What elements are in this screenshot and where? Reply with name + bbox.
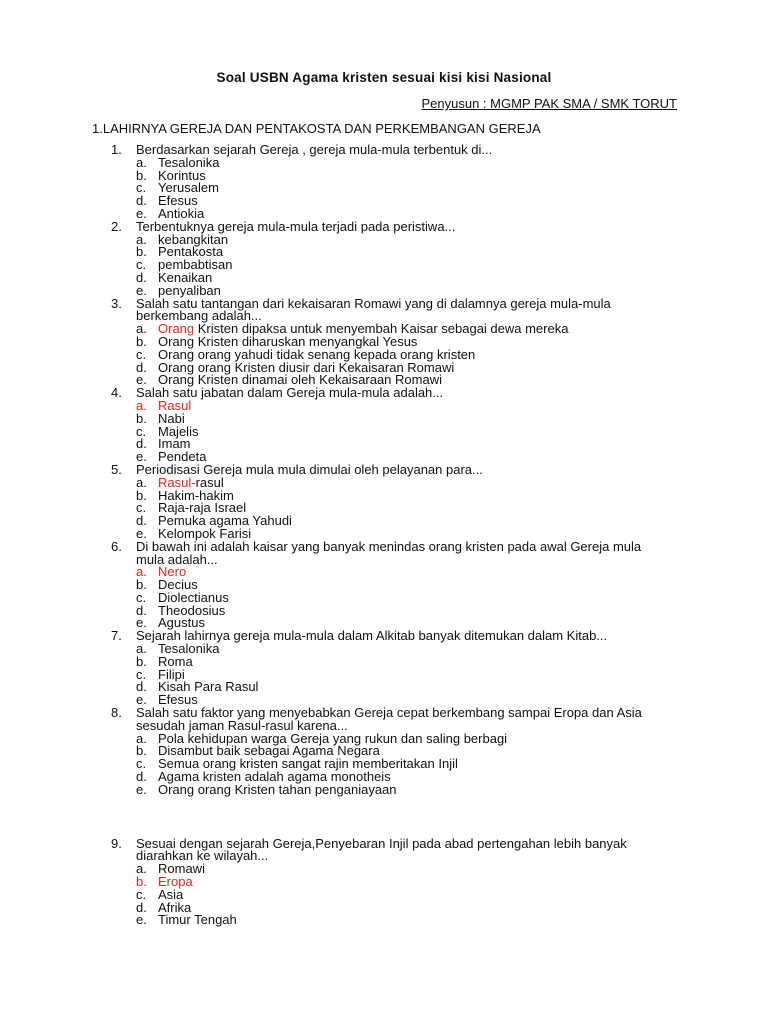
- question-text: Salah satu jabatan dalam Gereja mula-mula adalah...: [136, 385, 444, 401]
- answer-option: [0, 899, 768, 915]
- answer-option: [0, 438, 768, 451]
- answer-option: [0, 515, 768, 528]
- option-letter: a.: [136, 564, 147, 580]
- question-text: Sesuai dengan sejarah Gereja,Penyebaran Injil pada abad pertengahan lebih banyak: [136, 835, 627, 851]
- question-item: [0, 707, 768, 797]
- option-text: Filipi: [158, 666, 185, 682]
- option-letter: e.: [136, 205, 147, 221]
- option-text: Antiokia: [158, 205, 205, 221]
- option-letter: d.: [136, 269, 147, 285]
- option-text: penyaliban: [158, 282, 221, 298]
- answer-option: [0, 653, 768, 669]
- question-text-line: [0, 850, 768, 863]
- option-text: Semua orang kristen sangat rajin memberitakan Injil: [158, 756, 458, 772]
- option-text: Orang Kristen dinamai oleh Kekaisaraan Romawi: [158, 372, 442, 388]
- question-text: Berdasarkan sejarah Gereja , gereja mula-mula terbentuk di...: [136, 142, 493, 157]
- option-letter: d.: [136, 193, 147, 209]
- question-number: 6.: [111, 538, 122, 554]
- answer-option: [0, 154, 768, 170]
- option-letter: a.: [136, 231, 147, 247]
- answer-option: [0, 666, 768, 682]
- option-letter: a.: [136, 154, 147, 170]
- question-number: 3.: [111, 295, 122, 311]
- option-text: kebangkitan: [158, 231, 229, 247]
- option-letter: c.: [136, 886, 147, 902]
- answer-option: [0, 231, 768, 247]
- option-letter: e.: [136, 692, 147, 708]
- option-letter: e.: [136, 781, 147, 797]
- option-letter: b.: [136, 244, 147, 260]
- option-text: Kelompok Farisi: [158, 525, 252, 541]
- option-text: Korintus: [158, 167, 206, 183]
- option-text: Tesalonika: [158, 641, 220, 657]
- page-title: Soal USBN Agama kristen sesuai kisi kisi Nasional: [216, 70, 552, 85]
- option-text: Kristen dipaksa untuk menyembah Kaisar sebagai dewa mereka: [194, 321, 569, 337]
- option-text: Hakim-hakim: [158, 487, 234, 503]
- question-text: diarahkan ke wilayah...: [136, 848, 269, 864]
- option-text: Raja-raja Israel: [158, 500, 247, 516]
- option-text: Decius: [158, 577, 198, 593]
- option-text: Orang Kristen diharuskan menyangkal Yesus: [158, 333, 418, 349]
- option-letter: e.: [136, 372, 147, 388]
- question-number: 4.: [111, 385, 122, 401]
- answer-key-highlight: Nero: [158, 564, 187, 580]
- question-item: [0, 218, 768, 298]
- question-text-line: [0, 387, 768, 400]
- answer-option: [0, 269, 768, 285]
- answer-option: [0, 589, 768, 605]
- answer-option: [0, 730, 768, 746]
- option-letter: e.: [136, 449, 147, 465]
- option-letter: a.: [136, 474, 147, 490]
- option-letter: d.: [136, 899, 147, 915]
- question-text: sesudah jaman Rasul-rasul karena...: [136, 717, 348, 733]
- option-letter: b.: [136, 410, 147, 426]
- option-letter: b.: [136, 333, 147, 349]
- answer-option: [0, 886, 768, 902]
- answer-option: [0, 781, 768, 797]
- option-text: Efesus: [158, 692, 198, 708]
- option-letter: c.: [136, 423, 147, 439]
- answer-option: [0, 681, 768, 694]
- option-letter: a.: [136, 397, 147, 413]
- option-letter: a.: [136, 861, 147, 877]
- option-text: Agama kristen adalah agama monotheis: [158, 769, 391, 785]
- question-item: [0, 295, 768, 388]
- option-letter: e.: [136, 282, 147, 298]
- option-text: Orang orang Kristen diusir dari Kekaisaran Romawi: [158, 359, 455, 375]
- answer-key-highlight: Eropa: [158, 874, 193, 890]
- question-text-line: [0, 835, 768, 851]
- option-text: Kisah Para Rasul: [158, 679, 259, 695]
- question-item: [0, 144, 768, 221]
- question-text-line: [0, 630, 768, 643]
- question-item: [0, 630, 768, 707]
- option-text: Imam: [158, 436, 191, 452]
- option-text: pembabtisan: [158, 257, 233, 273]
- question-text: mula adalah...: [136, 551, 218, 567]
- option-text: Efesus: [158, 193, 198, 209]
- answer-option: [0, 602, 768, 618]
- option-letter: a.: [136, 730, 147, 746]
- option-text: Tesalonika: [158, 154, 220, 170]
- option-letter: c.: [136, 500, 147, 516]
- answer-option: [0, 487, 768, 503]
- question-text: Salah satu tantangan dari kekaisaran Romawi yang di dalamnya gereja mula-mula: [136, 295, 611, 311]
- question-item: [0, 461, 768, 541]
- question-number: 5.: [111, 461, 122, 477]
- option-text: Kenaikan: [158, 269, 213, 285]
- answer-option: [0, 914, 768, 927]
- answer-option: [0, 876, 768, 889]
- option-text: Timur Tengah: [158, 912, 237, 928]
- answer-option: [0, 167, 768, 183]
- question-text-line: [0, 461, 768, 477]
- question-number: 1.: [111, 142, 122, 157]
- answer-option: [0, 566, 768, 579]
- question-number: 8.: [111, 705, 122, 721]
- answer-option: [0, 474, 768, 490]
- answer-key-highlight: Rasul-: [158, 474, 196, 490]
- question-text: Periodisasi Gereja mula mula dimulai oleh pelayanan para...: [136, 461, 483, 477]
- answer-option: [0, 182, 768, 195]
- answer-option: [0, 259, 768, 272]
- answer-option: [0, 863, 768, 876]
- option-letter: e.: [136, 525, 147, 541]
- answer-option: [0, 579, 768, 592]
- answer-option: [0, 195, 768, 208]
- question-text-line: [0, 218, 768, 234]
- option-letter: c.: [136, 346, 147, 362]
- option-text: Nabi: [158, 410, 185, 426]
- option-letter: a.: [136, 641, 147, 657]
- question-text-line: [0, 538, 768, 554]
- option-letter: d.: [136, 359, 147, 375]
- option-text: Pentakosta: [158, 244, 224, 260]
- option-letter: e.: [136, 615, 147, 631]
- option-letter: c.: [136, 257, 147, 273]
- option-text: Majelis: [158, 423, 199, 439]
- option-letter: c.: [136, 589, 147, 605]
- option-letter: d.: [136, 513, 147, 529]
- option-letter: a.: [136, 321, 147, 337]
- option-text: Orang orang yahudi tidak senang kepada orang kristen: [158, 346, 476, 362]
- option-letter: c.: [136, 756, 147, 772]
- answer-option: [0, 643, 768, 656]
- answer-option: [0, 246, 768, 259]
- question-number: 2.: [111, 218, 122, 234]
- question-number: 9.: [111, 835, 122, 851]
- option-letter: b.: [136, 487, 147, 503]
- option-letter: b.: [136, 743, 147, 759]
- option-letter: e.: [136, 912, 147, 928]
- option-text: Pemuka agama Yahudi: [158, 513, 292, 529]
- answer-option: [0, 397, 768, 413]
- option-text: Roma: [158, 653, 193, 669]
- option-text: Romawi: [158, 861, 205, 877]
- option-letter: b.: [136, 874, 147, 890]
- question-text-line: [0, 295, 768, 311]
- question-item: [0, 387, 768, 464]
- question-number: 7.: [111, 628, 122, 644]
- option-text: Yerusalem: [158, 180, 219, 196]
- option-letter: d.: [136, 769, 147, 785]
- option-letter: b.: [136, 653, 147, 669]
- option-text: rasul: [195, 474, 224, 490]
- option-letter: c.: [136, 180, 147, 196]
- question-text: Salah satu faktor yang menyebabkan Gereja cepat berkembang sampai Eropa dan Asia: [136, 705, 642, 721]
- option-text: Afrika: [158, 899, 192, 915]
- option-text: Diolectianus: [158, 589, 229, 605]
- question-text-line: [0, 707, 768, 720]
- question-item: [0, 835, 768, 928]
- option-letter: d.: [136, 436, 147, 452]
- option-text: Disambut baik sebagai Agama Negara: [158, 743, 380, 759]
- option-text: Theodosius: [158, 602, 226, 618]
- section-heading: 1.LAHIRNYA GEREJA DAN PENTAKOSTA DAN PERKEMBANGAN GEREJA: [92, 121, 541, 136]
- option-text: Pendeta: [158, 449, 207, 465]
- option-text: Pola kehidupan warga Gereja yang rukun dan saling berbagi: [158, 730, 508, 746]
- option-letter: b.: [136, 577, 147, 593]
- option-letter: b.: [136, 167, 147, 183]
- option-text: Asia: [158, 886, 184, 902]
- answer-option: [0, 502, 768, 515]
- option-text: Orang orang Kristen tahan penganiayaan: [158, 781, 397, 797]
- question-text-line: [0, 551, 768, 567]
- question-item: [0, 538, 768, 631]
- question-text: Terbentuknya gereja mula-mula terjadi pada peristiwa...: [136, 218, 456, 234]
- question-text: Di bawah ini adalah kaisar yang banyak menindas orang kristen pada awal Gereja mula: [136, 538, 642, 554]
- question-text: berkembang adalah...: [136, 308, 262, 324]
- answer-key-highlight: Orang: [158, 321, 195, 337]
- option-letter: d.: [136, 679, 147, 695]
- answer-option: [0, 423, 768, 439]
- answer-key-highlight: Rasul: [158, 397, 192, 413]
- option-letter: c.: [136, 666, 147, 682]
- question-text: Sejarah lahirnya gereja mula-mula dalam Alkitab banyak ditemukan dalam Kitab...: [136, 628, 608, 644]
- blank-spacer: [0, 797, 768, 838]
- option-letter: d.: [136, 602, 147, 618]
- answer-option: [0, 410, 768, 426]
- option-text: Agustus: [158, 615, 205, 631]
- question-text-line: [0, 144, 768, 157]
- question-list: [0, 144, 768, 927]
- author-line: Penyusun : MGMP PAK SMA / SMK TORUT: [421, 96, 677, 111]
